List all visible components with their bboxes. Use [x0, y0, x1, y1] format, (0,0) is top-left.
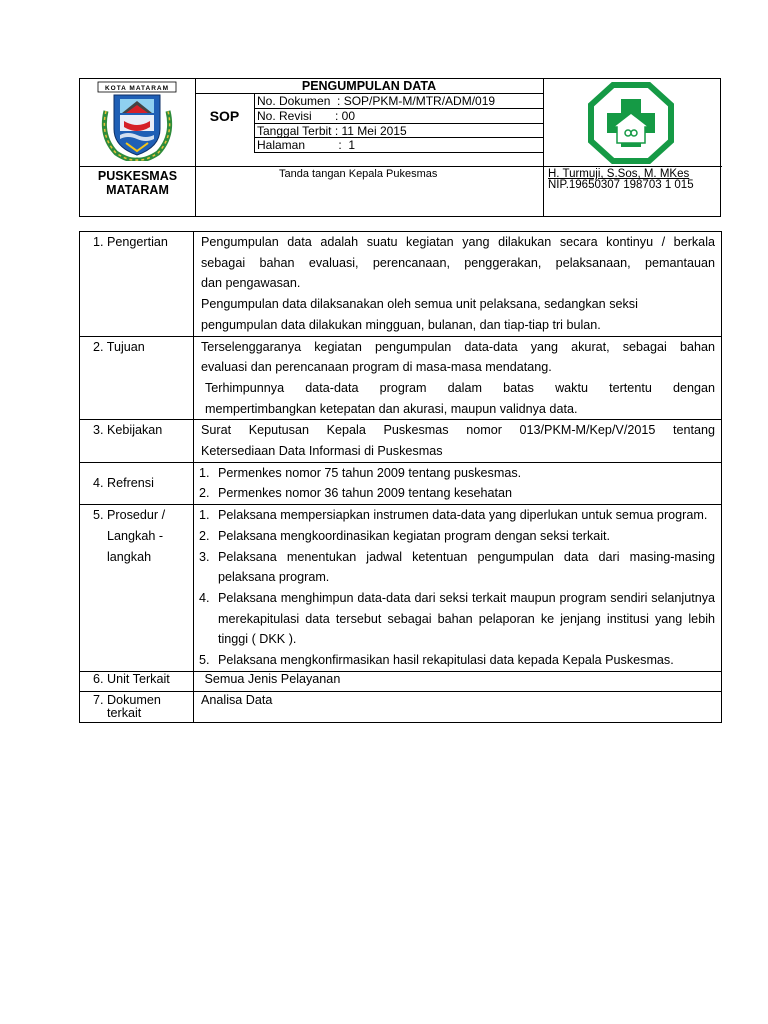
list-number: 1.	[199, 508, 210, 523]
list-item	[199, 463, 715, 484]
row-content	[194, 336, 722, 420]
row-label: 4. Refrensi	[80, 462, 194, 504]
label-line: langkah	[107, 549, 152, 564]
row-content: Analisa Data	[194, 691, 722, 722]
text-line: Terselenggaranya kegiatan pengumpulan data-data yang akurat, sebagai bahan	[201, 339, 715, 354]
procedure-list	[199, 505, 715, 671]
row-content: Semua Jenis Pelayanan	[194, 671, 722, 691]
list-item	[199, 505, 715, 526]
text-line: Surat Keputusan Kepala Puskesmas nomor 013/PKM-M/Kep/V/2015 tentang	[201, 423, 715, 438]
org-name-line-2: MATARAM	[106, 183, 169, 197]
row-dokumen-terkait	[80, 691, 722, 722]
org-name	[80, 169, 195, 197]
row-label: 2. Tujuan	[80, 336, 194, 420]
header-divider	[195, 79, 196, 216]
doc-number: No. Dokumen : SOP/PKM-M/MTR/ADM/019	[257, 94, 496, 108]
row-label: 1. Pengertian	[80, 232, 194, 337]
row-label: 6. Unit Terkait	[80, 671, 194, 691]
list-item	[199, 547, 715, 588]
sop-label: SOP	[209, 108, 240, 124]
list-number: 1.	[199, 465, 210, 480]
row-prosedur	[80, 505, 722, 672]
header-divider	[543, 79, 544, 216]
doc-revision: No. Revisi : 00	[257, 109, 356, 123]
text-line: mempertimbangkan ketepatan dan akurasi, maupun validnya data.	[205, 401, 578, 416]
org-name-line-1: PUSKESMAS	[97, 169, 178, 183]
header-divider	[80, 166, 722, 167]
list-number: 2.	[199, 528, 210, 543]
label-line: terkait	[107, 705, 142, 720]
label-line: 5. Prosedur /	[93, 508, 166, 523]
list-number: 5.	[199, 653, 210, 668]
list-text: Pelaksana menghimpun data-data dari seksi terkait maupun program sendiri selanjutnya merekapitulasi data tersebut sebagai bahan pelaporan ke jenjang institusi yang lebih tinggi ( DKK ).	[218, 590, 715, 647]
doc-issue-date: Tanggal Terbit : 11 Mei 2015	[257, 124, 407, 138]
row-tujuan	[80, 336, 722, 420]
row-label	[80, 505, 194, 672]
row-unit-terkait	[80, 671, 722, 691]
row-content	[194, 462, 722, 504]
list-item	[199, 650, 715, 671]
logo-caption: KOTA MATARAM	[104, 85, 170, 92]
list-text: Permenkes nomor 75 tahun 2009 tentang puskesmas.	[218, 465, 522, 480]
text-line: Terhimpunnya data-data program dalam batas waktu tertentu dengan	[205, 380, 715, 395]
row-refrensi	[80, 462, 722, 504]
sop-content-table	[79, 231, 722, 723]
list-text: Pelaksana mempersiapkan instrumen data-data yang diperlukan untuk semua program.	[218, 508, 708, 523]
list-number: 4.	[199, 590, 210, 605]
text-line: sebagai bahan evaluasi, perencanaan, penggerakan, pelaksanaan, pemantauan	[201, 255, 715, 270]
list-text: Permenkes nomor 36 tahun 2009 tentang kesehatan	[218, 486, 513, 501]
list-item	[199, 588, 715, 650]
text-line: evaluasi dan perencanaan program di masa-masa mendatang.	[201, 360, 552, 375]
row-kebijakan	[80, 420, 722, 462]
page-title: PENGUMPULAN DATA	[301, 79, 437, 93]
list-text: Pelaksana mengkonfirmasikan hasil rekapitulasi data kepada Kepala Puskesmas.	[218, 653, 674, 668]
text-line: dan pengawasan.	[201, 276, 301, 291]
row-content	[194, 505, 722, 672]
list-text: Pelaksana menentukan jadwal ketentuan pengumpulan data dari masing-masing pelaksana program.	[218, 549, 715, 585]
list-item	[199, 526, 715, 547]
list-item	[199, 483, 715, 504]
reference-list	[199, 463, 715, 504]
doc-page: Halaman : 1	[257, 138, 356, 152]
row-pengertian	[80, 232, 722, 337]
kota-mataram-logo	[96, 81, 178, 161]
list-number: 2.	[199, 486, 210, 501]
label-line: Langkah -	[107, 528, 164, 543]
puskesmas-logo	[587, 81, 675, 165]
text-line: Ketersediaan Data Informasi di Puskesmas	[201, 444, 443, 459]
row-content	[194, 420, 722, 462]
row-label	[80, 691, 194, 722]
header-divider	[254, 93, 255, 153]
label-line: 7. Dokumen	[93, 692, 161, 707]
text-line: Pengumpulan data adalah suatu kegiatan yang dilakukan secara kontinyu / berkala	[201, 235, 715, 249]
list-number: 3.	[199, 549, 210, 564]
row-content	[194, 232, 722, 337]
header-divider	[254, 152, 543, 153]
list-text: Pelaksana mengkoordinasikan kegiatan program dengan seksi terkait.	[218, 528, 611, 543]
signatory-nip: NIP.19650307 198703 1 015	[548, 179, 694, 191]
signature-label: Tanda tangan Kepala Pukesmas	[279, 168, 438, 180]
text-line: pengumpulan data dilakukan mingguan, bulanan, dan tiap-tiap tri bulan.	[201, 317, 601, 332]
signatory-name: H. Turmuji, S.Sos, M. MKes	[548, 168, 690, 180]
row-label: 3. Kebijakan	[80, 420, 194, 462]
text-line: Pengumpulan data dilaksanakan oleh semua unit pelaksana, sedangkan seksi	[201, 297, 638, 312]
sop-header-table	[79, 78, 721, 217]
